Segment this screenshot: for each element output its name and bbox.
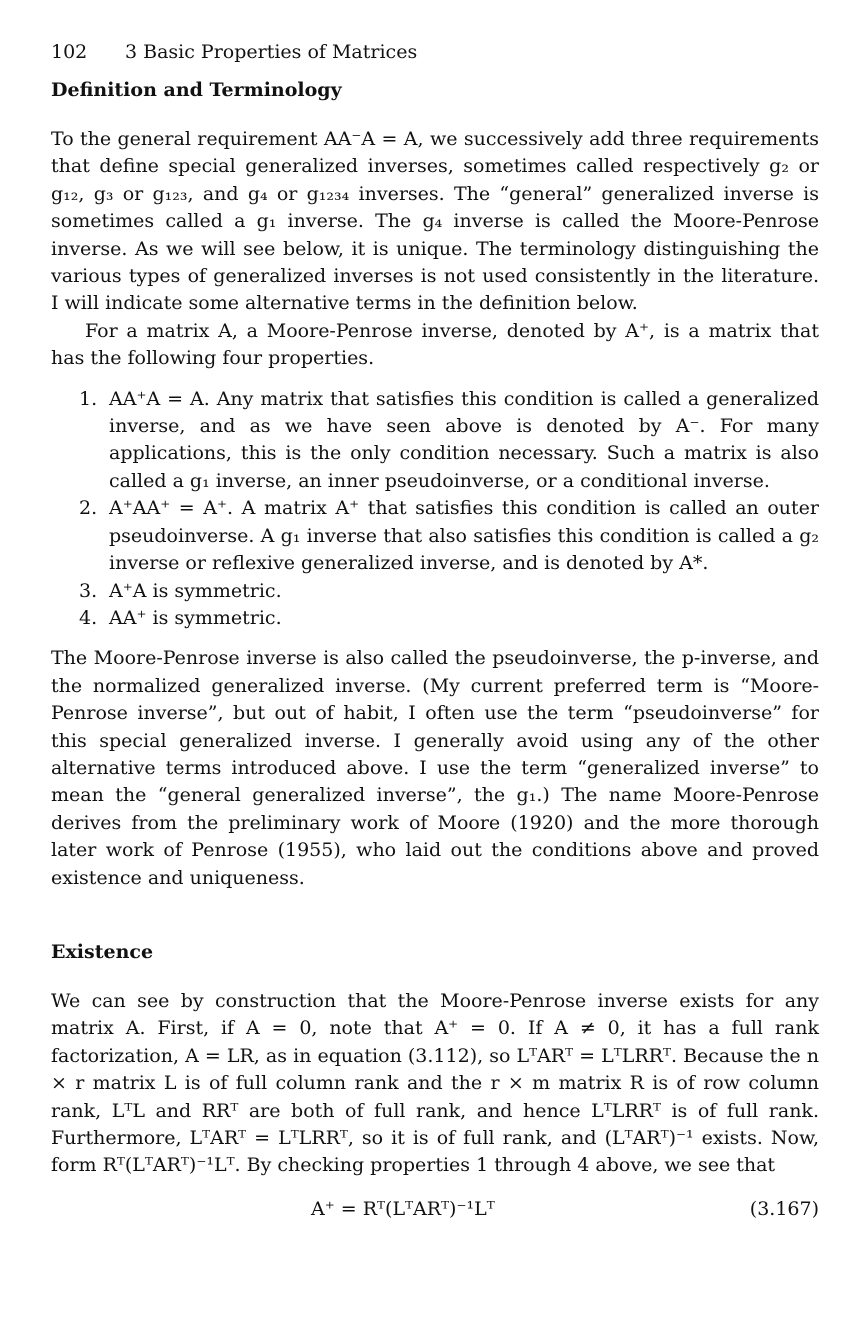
list-item-text: A⁺AA⁺ = A⁺. A matrix A⁺ that satisfies this condition is called an outer pseudoinverse. A g₁ inverse that also satisfies this condition is called a g₂ inverse or reflexive generalized inverse, and is denoted by A*. xyxy=(109,497,819,575)
paragraph-intro: To the general requirement AA⁻A = A, we successively add three requirements that define special generalized inverses, sometimes called respectively g₂ or g₁₂, g₃ or g₁₂₃, and g₄ or g₁₂₃₄ inverses. The “general” generalized inverse is sometimes called a g₁ inverse. The g₄ inverse is called the Moore-Penrose inverse. As we will see below, it is unique. The terminology distinguishing the various types of generalized inverses is not used consistently in the literature. I will indicate some alternative terms in the definition below. xyxy=(51,128,819,315)
list-item-text: A⁺A is symmetric. xyxy=(109,579,282,602)
equation-block xyxy=(51,1194,819,1230)
properties-list xyxy=(51,386,819,633)
equation-number: (3.167) xyxy=(749,1197,819,1220)
paragraph-moore-penrose-def: For a matrix A, a Moore-Penrose inverse, denoted by A⁺, is a matrix that has the following four properties. xyxy=(51,319,819,370)
section-heading-definition: Definition and Terminology xyxy=(51,79,342,101)
list-item-number: 4. xyxy=(79,606,98,629)
page-number: 102 xyxy=(51,41,88,63)
chapter-title: 3 Basic Properties of Matrices xyxy=(125,41,418,63)
list-item-number: 1. xyxy=(79,387,98,410)
list-item-number: 3. xyxy=(79,579,98,602)
page xyxy=(51,38,819,1230)
running-header xyxy=(51,38,819,66)
paragraph-terminology: The Moore-Penrose inverse is also called the pseudoinverse, the p-inverse, and the normalized generalized inverse. (My current preferred term is “Moore-Penrose inverse”, but out of habit, I often use the term “pseudoinverse” for this special generalized inverse. I generally avoid using any of the other alternative terms introduced above. I use the term “generalized inverse” to mean the “general generalized inverse”, the g₁.) The name Moore-Penrose derives from the preliminary work of Moore (1920) and the more thorough later work of Penrose (1955), who laid out the conditions above and proved existence and uniqueness. xyxy=(51,647,819,889)
list-item-text: AA⁺A = A. Any matrix that satisfies this condition is called a generalized inverse, and as we have seen above is denoted by A⁻. For many applications, this is the only condition necessary. Such a matrix is also called a g₁ inverse, an inner pseudoinverse, or a conditional inverse. xyxy=(109,387,819,492)
paragraph-existence: We can see by construction that the Moore-Penrose inverse exists for any matrix A. First, if A = 0, note that A⁺ = 0. If A ≠ 0, it has a full rank factorization, A = LR, as in equation (3.112), so LᵀARᵀ = LᵀLRRᵀ. Because the n × r matrix L is of full column rank and the r × m matrix R is of row column rank, LᵀL and RRᵀ are both of full rank, and hence LᵀLRRᵀ is of full rank. Furthermore, LᵀARᵀ = LᵀLRRᵀ, so it is of full rank, and (LᵀARᵀ)⁻¹ exists. Now, form Rᵀ(LᵀARᵀ)⁻¹Lᵀ. By checking properties 1 through 4 above, we see that xyxy=(51,989,819,1177)
list-item xyxy=(51,495,819,577)
list-item-text: AA⁺ is symmetric. xyxy=(109,606,282,629)
list-item-number: 2. xyxy=(79,497,98,520)
section-heading-existence: Existence xyxy=(51,940,154,963)
list-item xyxy=(51,386,819,496)
list-item xyxy=(51,605,819,632)
equation: A⁺ = Rᵀ(LᵀARᵀ)⁻¹Lᵀ xyxy=(311,1197,495,1220)
list-item xyxy=(51,578,819,605)
